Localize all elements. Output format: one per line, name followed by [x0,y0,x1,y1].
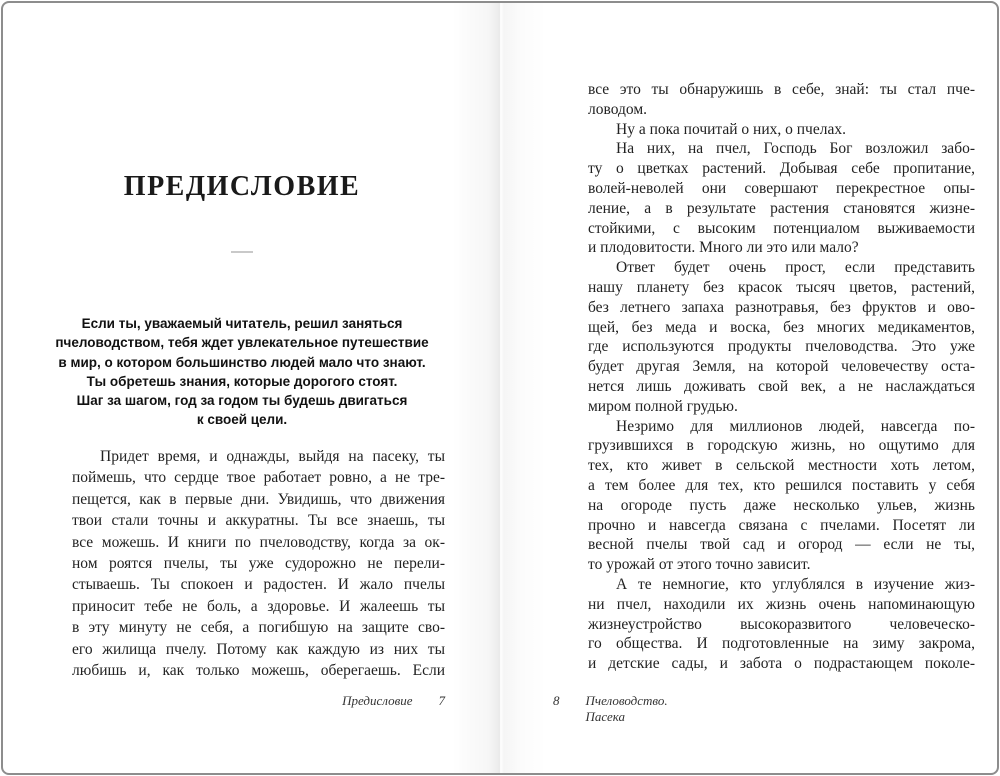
page-number: 7 [438,693,445,708]
text-line: на огороде пусть даже несколько ульев, жизнь [588,496,975,514]
text-line: пещется, как в первые дни. Увидишь, что движения [72,490,445,508]
text-line: ловодом. [588,100,648,118]
text-line: будет другая Земля, на которой человечеству оста- [588,358,975,376]
page-gutter [452,3,548,773]
running-title: Предисловие [342,693,413,708]
text-line: а тем более для тех, кто решился поставить у себя [588,476,975,494]
text-line: волей-неволей они совершают перекрестное опы- [588,179,975,197]
text-line: ни пчел, находили их жизнь очень напоминающую [588,595,975,613]
text-line: го общества. И подготовленные на зиму закрома, [588,635,975,653]
text-line: тех, кто живет в сельской местности хоть летом, [588,457,975,475]
text-line: На них, на пчел, Господь Бог возложил забо- [616,140,975,158]
text-line: нется лишь доживать свой век, а не наслаждаться [588,377,975,395]
text-line: к своей цели. [196,412,288,428]
text-line: пчеловодством, тебя ждет увлекательное путешествие [55,335,429,351]
section-divider [231,251,253,253]
text-line: поймешь, что сердце твое работает ровно, а не тре- [72,469,445,487]
text-line: Если ты, уважаемый читатель, решил заняться [81,316,403,331]
text-line: то урожай от этого точно зависит. [588,556,811,574]
text-line: Ты обретешь знания, которые дорогого стоят. [86,373,398,389]
left-body-text [72,446,445,681]
chapter-title: ПРЕДИСЛОВИЕ [123,171,361,202]
text-line: где используются продукты пчеловодства. Это уже [588,338,975,356]
text-line: прочно и навсегда связана с пчелами. Посетят ли [588,516,975,534]
left-page-footer [72,693,445,709]
text-line: твои стали точны и аккуратны. Ты все знаешь, ты [72,512,445,530]
text-line: стываешь. Ты спокоен и радостен. И жало пчелы [72,576,445,594]
right-page-footer [553,693,668,725]
text-line: Ну а пока почитай о них, о пчелах. [616,120,846,138]
text-line: в эту минуту не себя, а погибшую на защите сво- [72,619,445,637]
page-number: 8 [553,693,560,708]
text-line: стойкими, с высоким потенциалом выживаемости [588,219,975,237]
text-line: Ответ будет очень прост, если представить [616,259,975,277]
text-line: любишь и, как только можешь, оберегаешь. Если [72,662,445,680]
running-title: Пчеловодство. Пасека [585,693,668,724]
text-line: Шаг за шагом, год за годом ты будешь двигаться [76,393,408,409]
text-line: в мир, о котором большинство людей мало что знают. [58,354,426,370]
text-line: жизнеустройство высокоразвитого человеческо- [588,615,975,633]
text-line: его жилища пчелу. Потому как каждую из них ты [72,640,445,658]
text-line: весной пчелы твой сад и огород — если не ты, [588,536,975,554]
text-line: Незримо для миллионов людей, навсегда по- [616,417,975,435]
text-line: без летнего запаха разнотравья, без фруктов и ово- [588,298,975,316]
text-line: все это ты обнаружишь в себе, знай: ты стал пче- [588,81,975,98]
text-line: грузившихся в городскую жизнь, но ощутимо для [588,437,975,455]
text-line: и детские сады, и забота о подрастающем поколе- [588,655,975,673]
text-line: А те немногие, кто углублялся в изучение жиз- [616,575,975,593]
text-line: ление, а в результате растения становятся жизне- [588,199,975,217]
text-line: и плодовитости. Много ли это или мало? [588,239,859,257]
right-body-text [588,80,975,674]
text-line: ту о цветках растений. Добывая себе пропитание, [588,160,975,178]
lead-paragraph [55,314,429,430]
text-line: щей, без меда и воска, без многих медикаментов, [588,318,975,336]
text-line: все можешь. И книги по пчеловодству, когда за ок- [72,533,445,551]
text-line: ном роятся пчелы, ты уже судорожно не перели- [72,555,445,573]
text-line: миром полной грудью. [588,397,738,415]
text-line: Придет время, и однажды, выйдя на пасеку, ты [100,448,445,465]
text-line: приносит тебе не боль, а здоровье. И жалеешь ты [72,597,445,615]
text-line: нашу планету без красок тысяч цветов, растений, [588,278,975,296]
